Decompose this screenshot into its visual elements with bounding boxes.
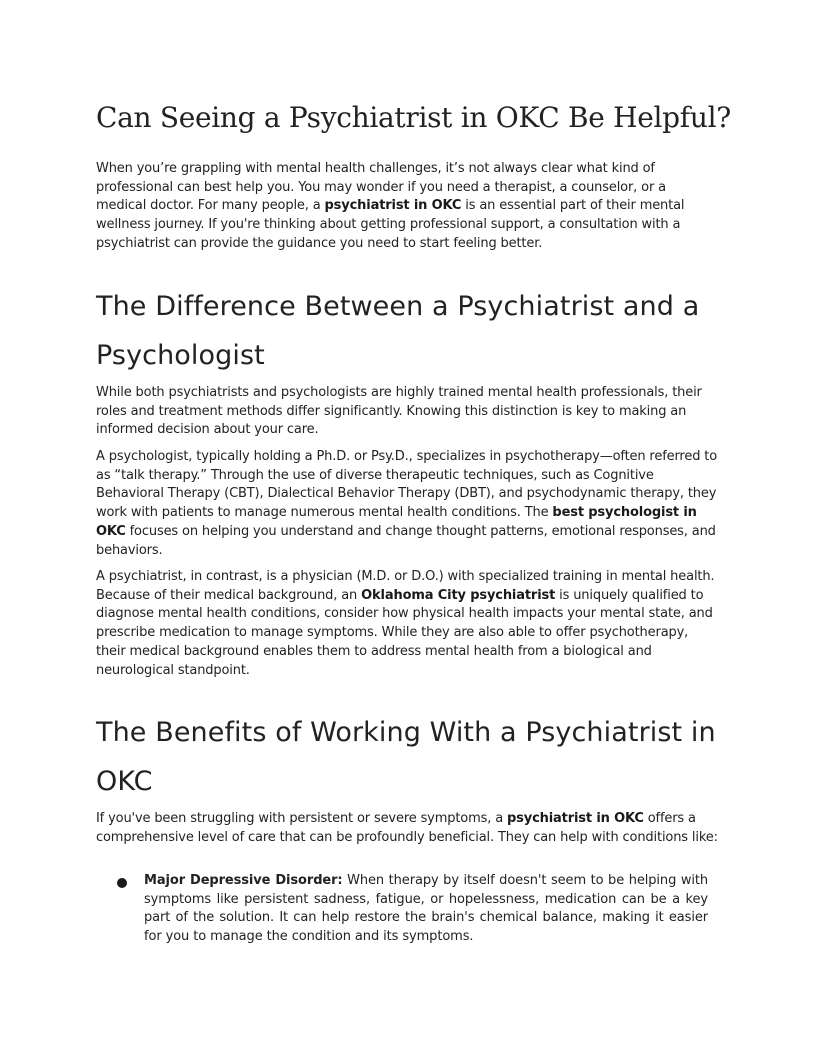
difference-paragraph-2: [96, 448, 720, 560]
list-item-term: Major Depressive Disorder:: [144, 873, 343, 888]
difference-p2-bold-keyword: best psychologist in OKC: [96, 505, 697, 539]
difference-paragraph-3: [96, 568, 720, 680]
benefits-p1-text-start: If you've been struggling with persistent or severe symptoms, a: [96, 811, 507, 826]
difference-p3-bold-keyword: Oklahoma City psychiatrist: [361, 587, 556, 603]
section-heading-benefits: The Benefits of Working With a Psychiatrist in OKC: [96, 717, 716, 797]
intro-text-end: is an essential part of their mental wellness journey. If you're thinking about getting professional support, a consultation with a psychiatrist can provide the guidance you need to start feeling better.: [96, 198, 685, 251]
conditions-list: [96, 872, 749, 947]
bullet-icon: [117, 878, 127, 888]
intro-bold-keyword: psychiatrist in OKC: [324, 198, 462, 214]
difference-p2-text-start: A psychologist, typically holding a Ph.D. or Psy.D., specializes in psychotherapy—often referred to as “talk therapy.” Through the use of diverse therapeutic techniques, such as Cognitive Behavioral Therapy (CBT), Dialectical Behavior Therapy (DBT), and psychodynamic therapy, they work with patients to manage numerous mental health conditions. The: [96, 449, 718, 521]
benefits-p1-text-end: offers a comprehensive level of care that can be profoundly beneficial. They can help with conditions like:: [96, 811, 718, 845]
difference-p2-text-end: focuses on helping you understand and change thought patterns, emotional responses, and behaviors.: [96, 523, 716, 558]
list-item: [96, 872, 749, 947]
section-heading-difference: The Difference Between a Psychiatrist and a Psychologist: [96, 291, 700, 371]
difference-p3-text-end: is uniquely qualified to diagnose mental health conditions, consider how physical health impacts your mental state, and prescribe medication to manage symptoms. While they are also able to offer psychotherapy, their medical background enables them to address mental health from a biological and neurological standpoint.: [96, 587, 713, 678]
difference-p3-text-start: A psychiatrist, in contrast, is a physician (M.D. or D.O.) with specialized training in mental health. Because of their medical background, an: [96, 569, 715, 603]
page-title: Can Seeing a Psychiatrist in OKC Be Helpful?: [96, 101, 731, 134]
intro-paragraph: [96, 160, 720, 254]
benefits-p1-bold-keyword: psychiatrist in OKC: [507, 811, 644, 826]
difference-paragraph-1: While both psychiatrists and psychologists are highly trained mental health professionals, their roles and treatment methods differ significantly. Knowing this distinction is key to making an informed decision about your care.: [96, 385, 702, 438]
benefits-paragraph-1: [96, 810, 720, 847]
list-item-description: When therapy by itself doesn't seem to be helping with symptoms like persistent sadness, fatigue, or hopelessness, medication can be a key part of the solution. It can help restore the brain's chemical balance, making it easier for you to manage the condition and its symptoms.: [144, 873, 749, 945]
intro-text-start: When you’re grappling with mental health challenges, it’s not always clear what kind of professional can best help you. You may wonder if you need a therapist, a counselor, or a medical doctor. For many people, a: [96, 161, 666, 214]
